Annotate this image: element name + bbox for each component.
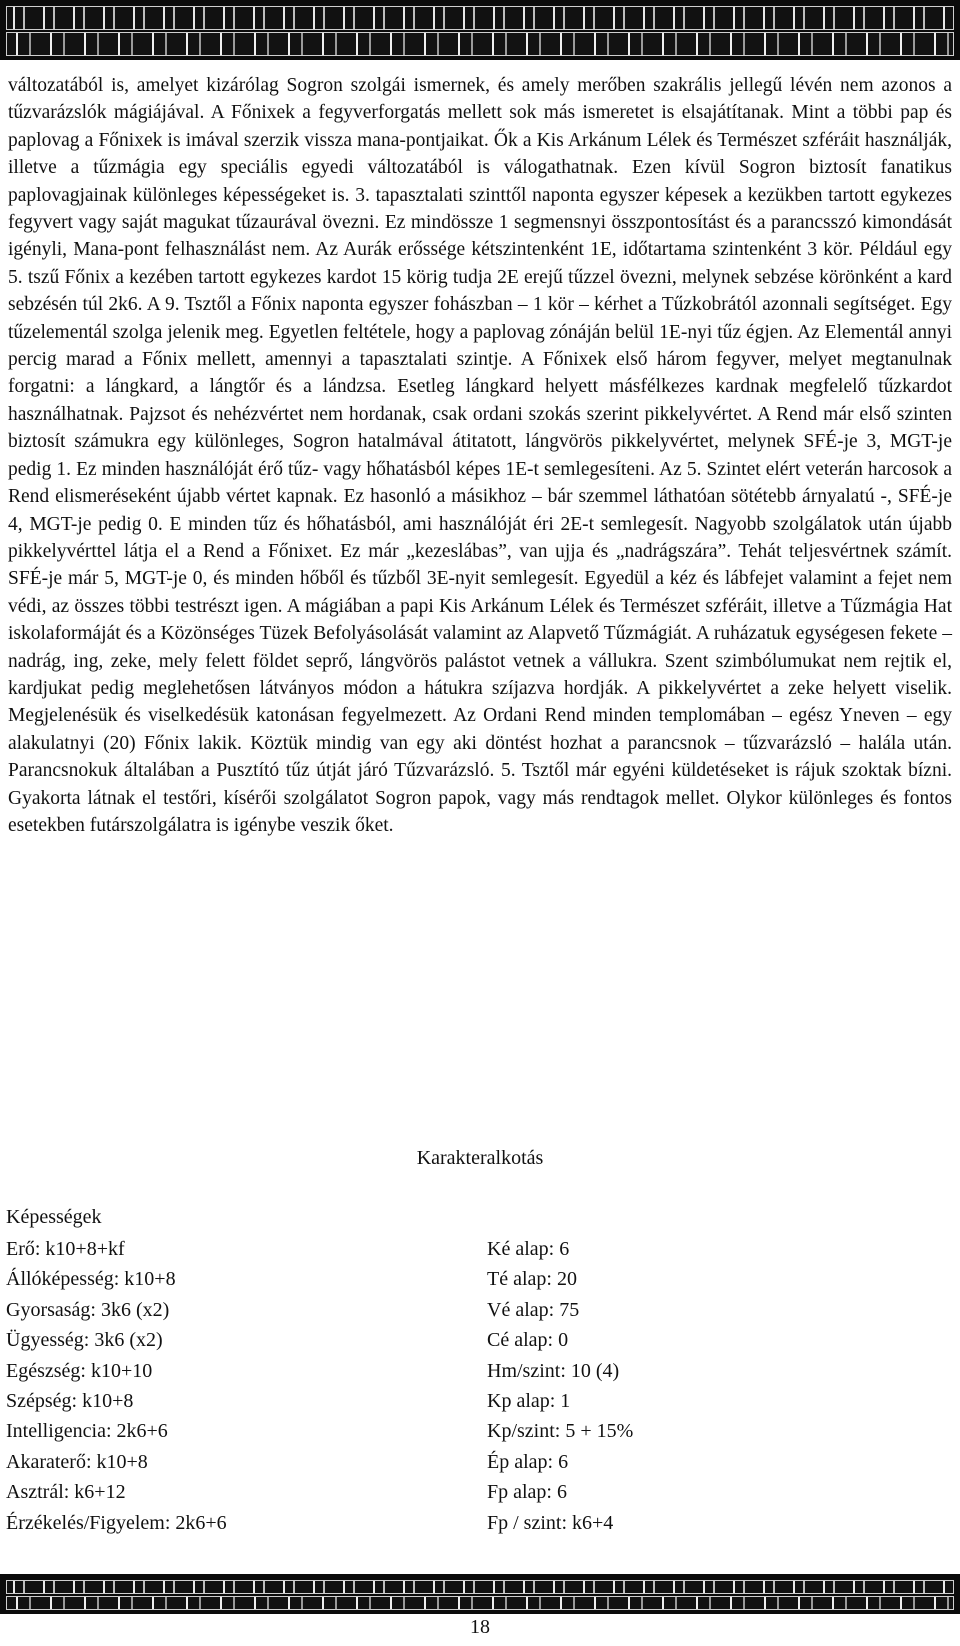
- banner-ornament-row: [6, 1596, 954, 1610]
- combat-value-row: Ép alap: 6: [487, 1450, 569, 1473]
- ability-row: Intelligencia: 2k6+6: [6, 1420, 168, 1443]
- ability-row: Erő: k10+8+kf: [6, 1238, 125, 1260]
- decorative-footer-banner: [0, 1574, 960, 1614]
- combat-value-row: Ké alap: 6: [487, 1238, 570, 1260]
- section-title: Karakteralkotás: [416, 1147, 544, 1169]
- ability-row: Akaraterő: k10+8: [6, 1450, 148, 1473]
- combat-value-row: Vé alap: 75: [487, 1298, 580, 1321]
- banner-ornament-row: [6, 6, 954, 30]
- combat-value-row: Fp / szint: k6+4: [487, 1511, 614, 1534]
- ability-row: Érzékelés/Figyelem: 2k6+6: [6, 1511, 227, 1534]
- combat-values-column: [487, 1234, 633, 1538]
- ability-row: Állóképesség: k10+8: [6, 1268, 176, 1291]
- ability-row: Ügyesség: 3k6 (x2): [6, 1329, 163, 1352]
- combat-value-row: Hm/szint: 10 (4): [487, 1359, 620, 1382]
- combat-value-row: Cé alap: 0: [487, 1329, 569, 1352]
- combat-value-row: Kp alap: 1: [487, 1389, 571, 1412]
- ability-row: Egészség: k10+10: [6, 1359, 153, 1382]
- banner-ornament-row: [6, 1580, 954, 1594]
- combat-value-row: Kp/szint: 5 + 15%: [487, 1420, 634, 1443]
- abilities-column: [6, 1234, 227, 1538]
- banner-ornament-row: [6, 32, 954, 56]
- combat-value-row: Té alap: 20: [487, 1268, 577, 1291]
- abilities-heading: Képességek: [6, 1206, 102, 1228]
- ability-row: Asztrál: k6+12: [6, 1481, 126, 1504]
- ability-row: Szépség: k10+8: [6, 1389, 134, 1412]
- body-paragraph: változatából is, amelyet kizárólag Sogron szolgái ismernek, és amely merőben szakrális jellegű lévén nem azonos a tűzvarázslók mágiájával. A Főnixek a fegyverforgatás mellett sok más ismeretet is elsajátítanak. Mint a többi pap és paplovag a Főnixek is imával szerzik vissza mana-pontjaikat. Ők a Kis Arkánum Lélek és Természet szféráit használják, illetve a tűzmágia egy speciális egyedi változatából is válogathatnak. Ezen kívül Sogron biztosít fanatikus paplovagjainak különleges képességeket is. 3. tapasztalati szinttől naponta egyszer képesek a kezükben tartott egykezes fegyvert vagy saját magukat tűzaurával övezni. Ez mindössze 1 segmensnyi összpontosítást és a parancsszó kimondását igényli, Mana-pont felhasználást nem. Az Aurák erőssége kétszintenként 1E, időtartama szintenként 3 kör. Például egy 5. tszű Főnix a kezében tartott egykezes kardot 15 körig tudja 2E erejű tűzzel övezni, melynek sebzése körönként a kard sebzésén túl 2k6. A 9. Tsztől a Főnix naponta egyszer fohászban – 1 kör – kérhet a Tűzkobrától azonnali segítséget. Egy tűzelementál szolga jelenik meg. Egyetlen feltétele, hogy a paplovag zónáján belül 1E-nyi tűz égjen. Az Elementál annyi percig marad a Főnix mellett, amennyi a tapasztalati szintje. A Főnixek első három fegyver, melyet megtanulnak forgatni: a lángkard, a lángtőr és a lándzsa. Esetleg lángkard helyett másfélkezes kardnak megfelelő tűzkardot használhatnak. Pajzsot és nehézvértet nem hordanak, csak ordani szokás szerint pikkelyvértet. A Rend már első szinten biztosít számukra egy különleges, Sogron hatalmával átitatott, lángvörös pikkelyvértet, melynek SFÉ-je 3, MGT-je pedig 1. Ez minden használóját érő tűz- vagy hőhatásból képes 1E-t semlegesíteni. Az 5. Szintet elért veterán harcosok a Rend elismeréseként újabb vértet kapnak. Ez hasonló a másikhoz – bár szemmel láthatóan sötétebb árnyalatú -, SFÉ-je 4, MGT-je pedig 0. E minden tűz és hőhatásból, ami használóját éri 2E-t semlegesít. Nagyobb szolgálatok után újabb pikkelyvérttel látja el a Rend a Főnixet. Ez már „kezeslábas”, van ujja és „nadrágszára”. Tehát teljesvértnek számít. SFÉ-je már 5, MGT-je 0, és minden hőből és tűzből 3E-nyit semlegesít. Egyedül a kéz és lábfejet valamint a fejet nem védi, az összes többi testrészt igen. A mágiában a papi Kis Arkánum Lélek és Természet szféráit, illetve a Tűzmágia Hat iskolaformáját és a Közönséges Tüzek Befolyásolását valamint az Alapvető Tűzmágiát. A ruházatuk egységesen fekete – nadrág, ing, zeke, mely felett földet seprő, lángvörös palástot vetnek a vállukra. Szent szimbólumukat nem rejtik el, kardjukat pedig meglehetősen látványos módon a hátukra szíjazva hordják. A pikkelyvértet a zeke helyett viselik. Megjelenésük és viselkedésük katonásan fegyelmezett. Az Ordani Rend minden templomában – egész Yneven – egy alakulatnyi (20) Főnix lakik. Köztük mindig van egy aki döntést hozhat a parancsnok – tűzvarázsló – halála után. Parancsnokuk általában a Pusztító tűz útját járó Tűzvarázsló. 5. Tsztől már egyéni küldetéseket is rájuk szoktak bízni. Gyakorta látnak el testőri, kísérői szolgálatot Sogron papok, vagy más rendtagok mellet. Olykor különleges és fontos esetekben futárszolgálatra is igénybe veszik őket.: [8, 75, 952, 836]
- ability-row: Gyorsaság: 3k6 (x2): [6, 1298, 170, 1321]
- page-number: 18: [470, 1616, 490, 1638]
- combat-value-row: Fp alap: 6: [487, 1481, 567, 1504]
- decorative-header-banner: [0, 0, 960, 60]
